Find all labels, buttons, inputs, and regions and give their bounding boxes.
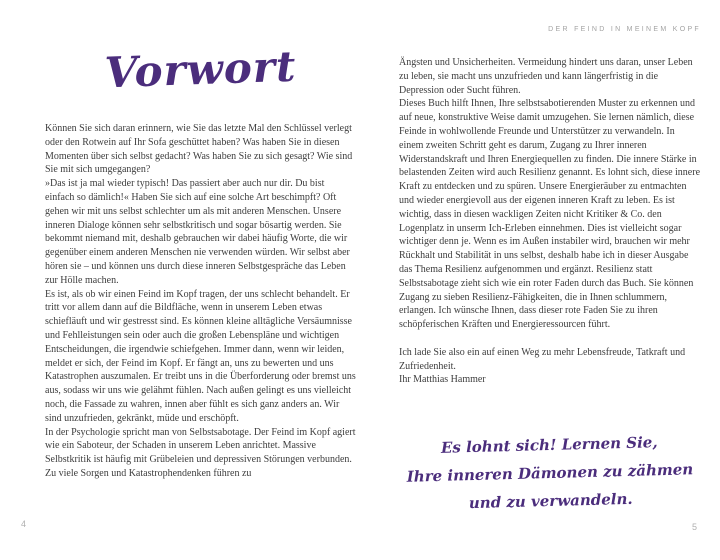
handwritten-quote (398, 427, 702, 519)
body-paragraph: Dieses Buch hilft Ihnen, Ihre selbstsabotierenden Muster zu erkennen und auf neue, konstruktive Weise damit umzugehen. Sie lernen nämlich, diese Feinde in wohlwollende Freunde und Unterstützer zu verwandeln. In einem zweiten Schritt geht es darum, Zugang zu Ihrer inneren Widerstandskraft und Ihren Energiequellen zu finden. Die innere Stärke in belastenden Zeiten wird auch Resilienz genannt. Es lohnt sich, diese innere Kraft zu entdecken und zu spüren. Unsere Energieräuber zu entmachten und wieder energievoll aus der eigenen inneren Kraft zu leben. Es ist wichtig, dass in diesen wackligen Zeiten nicht Kritiker & Co. den Logenplatz in unserm Ich-Erleben einnehmen. Dies ist vielleicht sogar wichtiger denn je. Wenn es im Außen instabiler wird, brauchen wir mehr Rückhalt und Stabilität in uns selbst, deshalb habe ich in dieser Ausgabe das Thema Resilienz aufgenommen und ergänzt. Resilienz statt Selbstsabotage zieht sich wie ein roter Faden durch das Buch. Sie können Zugang zu sieben Resilienz-Fähigkeiten, die in Ihnen schlummern, erlangen. Ich wünsche Ihnen, dass dieser rote Faden Sie zu ihren schöpferischen Kräften und Energieressourcen führt. (399, 98, 701, 331)
right-page-body (399, 56, 701, 387)
body-paragraph: Ängsten und Unsicherheiten. Vermeidung hindert uns daran, unser Leben zu leben, sie macht uns unzufrieden und kann längerfristig in die Depression oder Sucht führen. (399, 57, 693, 96)
body-paragraph: Können Sie sich daran erinnern, wie Sie das letzte Mal den Schlüssel verlegt oder den Rotwein auf Ihr Sofa geschüttet haben? Was haben Sie in diesen Momenten über sich selbst gedacht? Was haben Sie zu sich gesagt? Wie sind Sie mit sich umgegangen? (45, 123, 353, 176)
left-page-body (45, 122, 356, 481)
right-page (399, 26, 701, 387)
running-header: DER FEIND IN MEINEM KOPF (548, 26, 701, 33)
body-paragraph: Es ist, als ob wir einen Feind im Kopf tragen, der uns schlecht behandelt. Er tritt vor allem dann auf die Bildfläche, wenn in unserem Leben etwas schiefläuft und wir gestresst sind. Es können kleine alltägliche Versäumnisse und Fehlleistungen sein oder auch die großen Lebenspläne und wichtigen Entscheidungen, die irgendwie schiefgehen. Immer dann, wenn wir leiden, meldet er sich, der Feind im Kopf. Er fängt an, uns zu bewerten und uns Katastrophen auszumalen. Er treibt uns in die Überforderung oder bremst uns aus, sodass wir uns wie gelähmt fühlen. Nach außen gelingt es uns vielleicht noch, die Fassade zu wahren, innen aber fühlt es sich ganz anders an. Wir sind unzufrieden, gekränkt, müde und erschöpft. (45, 288, 356, 424)
quote-line: und zu verwandeln. (468, 489, 633, 513)
signature-line: Ihr Matthias Hammer (399, 374, 486, 386)
page-number-left: 4 (21, 519, 27, 529)
body-paragraph: In der Psychologie spricht man von Selbstsabotage. Der Feind im Kopf agiert wie ein Saboteur, der Schaden in unserem Leben anrichtet. Massive Selbstkritik ist häufig mit Grübeleien und depressiven Störungen verbunden. Zu viele Sorgen und Katastrophendenken führen zu (45, 426, 356, 479)
page-number-right: 5 (692, 522, 698, 532)
quote-line: Ihre inneren Dämonen zu zähmen (406, 460, 694, 486)
left-page (45, 38, 356, 481)
quote-line: Es lohnt sich! Lernen Sie, (440, 433, 658, 457)
body-paragraph: Ich lade Sie also ein auf einen Weg zu mehr Lebensfreude, Tatkraft und Zufriedenheit. (399, 346, 686, 372)
page-title: Vorwort (103, 41, 298, 98)
body-paragraph: »Das ist ja mal wieder typisch! Das passiert aber auch nur dir. Du bist einfach so dämlich!« Haben Sie sich auf eine solche Art beschimpft? Oft gehen wir mit uns selbst schlechter um als mit anderen Menschen. Unsere inneren Dialoge können sehr selbstkritisch und sogar bösartig werden. Sie bekommt niemand mit, deshalb gebrauchen wir dabei häufig Worte, die wir gegenüber einem anderen Menschen nie verwenden würden. Wir selbst aber hören sie – und können uns durch diese inneren Selbstgespräche das Leben zur Hölle machen. (45, 178, 350, 286)
